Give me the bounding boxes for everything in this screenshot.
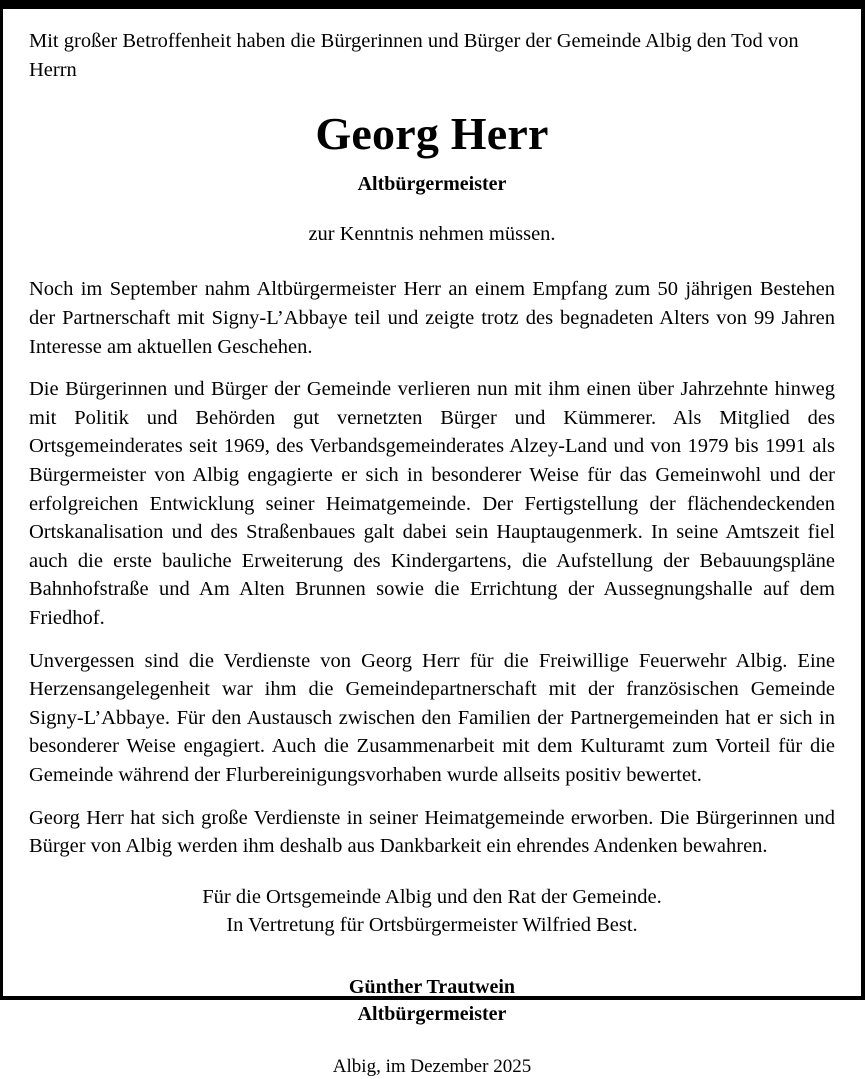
paragraph-service: Die Bürgerinnen und Bürger der Gemeinde verlieren nun mit ihm einen über Jahrzehnte hinweg mit Politik und Behörden gut vernetzten Bürger und Kümmerer. Als Mitglied des Ortsgemeinderates seit 1969, des Verbandsgemeinderates Alzey-Land und von 1979 bis 1991 als Bürgermeister von Albig engagierte er sich in besonderer Weise für das Gemeinwohl und der erfolgreichen Entwicklung seiner Heimatgemeinde. Der Fertigstellung der flächendeckenden Ortskanalisation und des Straßenbaues galt dabei sein Hauptaugenmerk. In seine Amtszeit fiel auch die erste bauliche Erweiterung des Kindergartens, die Aufstellung der Bebauungspläne Bahnhofstraße und Am Alten Brunnen sowie die Errichtung der Aussegnungshalle auf dem Friedhof.	[29, 378, 835, 630]
closing-line-1: Für die Ortsgemeinde Albig und den Rat der Gemeinde.	[202, 885, 662, 908]
paragraph-memory: Georg Herr hat sich große Verdienste in seiner Heimatgemeinde erworben. Die Bürgerinnen und Bürger von Albig werden ihm deshalb aus Dankbarkeit ein ehrendes Andenken bewahren.	[29, 806, 835, 858]
paragraph-feuerwehr: Unvergessen sind die Verdienste von Georg Herr für die Freiwillige Feuerwehr Albig. Eine Herzensangelegenheit war ihm die Gemeindepartnerschaft mit der französischen Gemeinde Signy-L’Abbaye. Für den Austausch zwischen den Familien der Partnergemeinden hat er sich in besonderer Weise engagiert. Auch die Zusammenarbeit mit dem Kulturamt zum Vorteil für die Gemeinde während der Flurbereinigungsvorhaben wurde allseits positiv bewertet.	[29, 649, 835, 786]
deceased-name: Georg Herr	[315, 108, 549, 160]
signature-name: Günther Trautwein	[348, 975, 516, 998]
place-and-date: Albig, im Dezember 2025	[332, 1055, 532, 1077]
paragraph-september: Noch im September nahm Altbürgermeister Herr an einem Empfang zum 50 jährigen Bestehen der Partnerschaft mit Signy-L’Abbaye teil und zeigte trotz des begnadeten Alters von 99 Jahren Interesse am aktuellen Geschehen.	[29, 278, 835, 358]
deceased-role: Altbürgermeister	[357, 172, 507, 195]
notice-content	[3, 9, 861, 1077]
signature-title: Altbürgermeister	[357, 1002, 507, 1025]
closing-block	[29, 883, 835, 940]
acknowledgement-line: zur Kenntnis nehmen müssen.	[308, 222, 556, 245]
lead-paragraph: Mit großer Betroffenheit haben die Bürgerinnen und Bürger der Gemeinde Albig den Tod von Herrn	[29, 30, 799, 81]
deceased-block	[29, 110, 835, 195]
closing-line-2: In Vertretung für Ortsbürgermeister Wilfried Best.	[226, 914, 638, 937]
signature-block	[29, 974, 835, 1028]
